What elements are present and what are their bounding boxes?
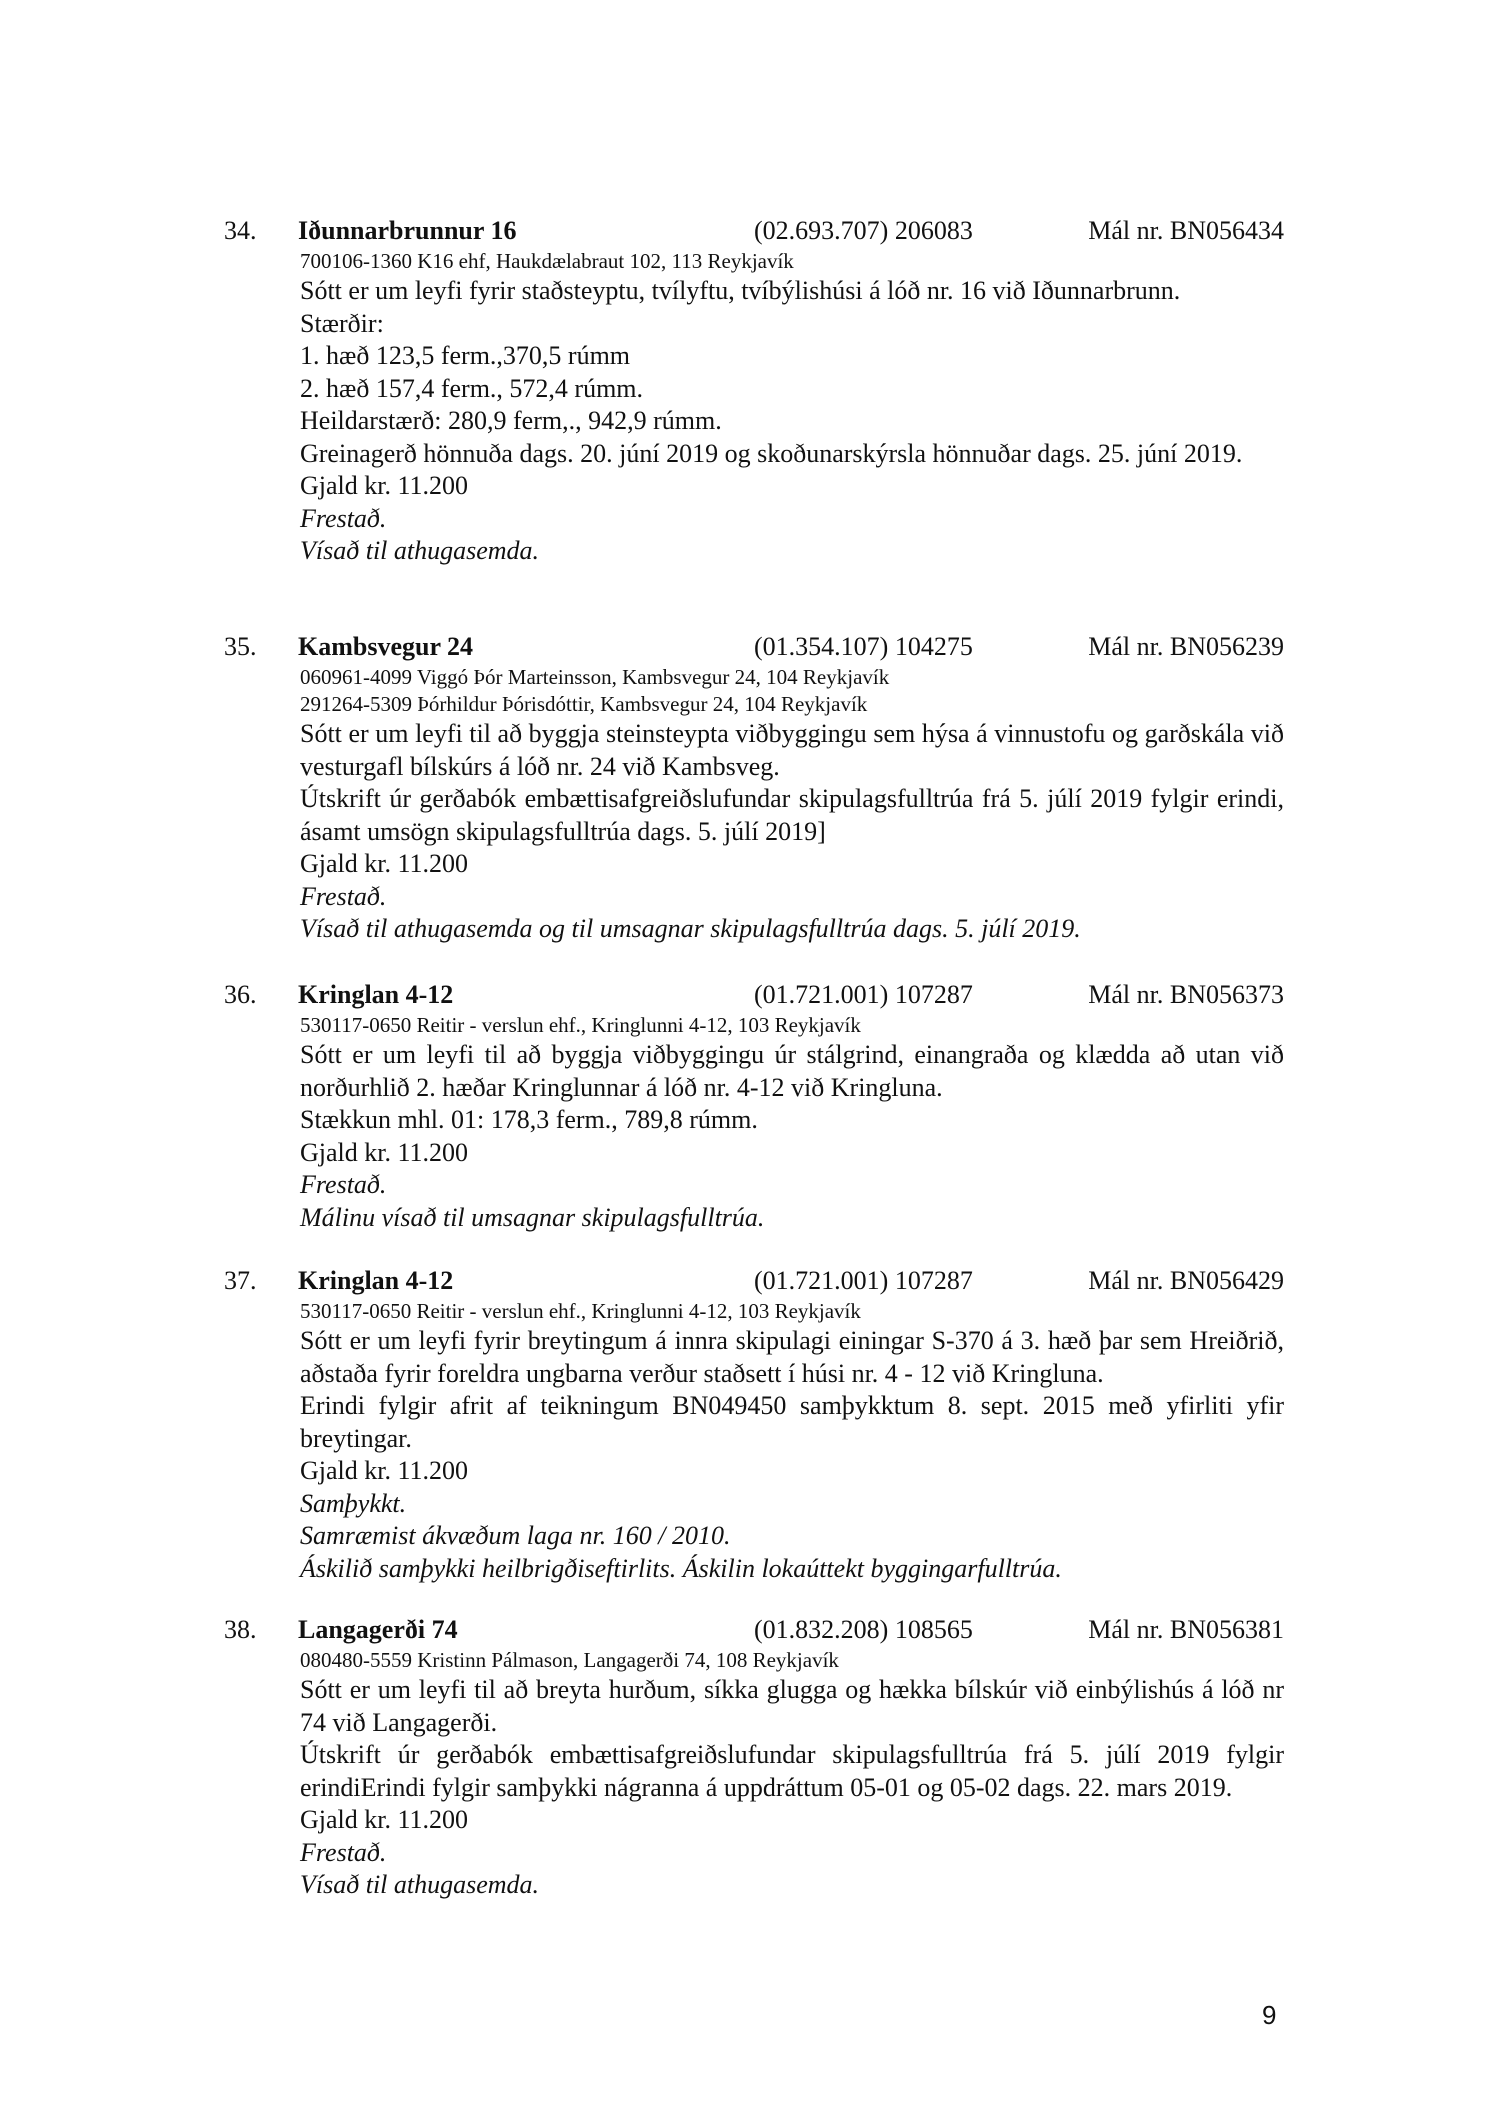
detail-line: Heildarstærð: 280,9 ferm,., 942,9 rúmm.: [300, 406, 722, 435]
case-note: Greinagerð hönnuða dags. 20. júní 2019 og skoðunarskýrsla hönnuðar dags. 25. júní 2019.: [300, 438, 1243, 468]
decision: Frestað.: [300, 881, 387, 911]
case-header: [224, 630, 1284, 664]
case-reference: Mál nr. BN056239: [1088, 632, 1284, 661]
case-description: Sótt er um leyfi til að byggja viðbyggingu úr stálgrind, einangraða og klædda að utan við norðurhlið 2. hæðar Kringlunnar á lóð nr. 4-12 við Kringluna.: [300, 1040, 1284, 1102]
case-description: Sótt er um leyfi fyrir breytingum á innra skipulagi einingar S-370 á 3. hæð þar sem Hreiðrið, aðstaða fyrir foreldra ungbarna verður staðsett í húsi nr. 4 - 12 við Kringluna.: [300, 1326, 1284, 1388]
case-reference: Mál nr. BN056429: [1088, 1266, 1284, 1295]
land-id: (01.354.107) 104275: [754, 632, 973, 661]
land-id: (02.693.707) 206083: [754, 216, 973, 245]
decision: Samræmist ákvæðum laga nr. 160 / 2010.: [300, 1521, 731, 1550]
fee: Gjald kr. 11.200: [300, 1456, 469, 1485]
decision: Vísað til athugasemda og til umsagnar skipulagsfulltrúa dags. 5. júlí 2019.: [300, 914, 1081, 943]
page-number: 9: [1262, 2000, 1277, 2030]
decision: Málinu vísað til umsagnar skipulagsfulltrúa.: [300, 1202, 765, 1232]
case-reference: Mál nr. BN056373: [1088, 980, 1284, 1009]
decision: Vísað til athugasemda.: [300, 1870, 540, 1899]
case-number: 36.: [224, 980, 257, 1009]
case-address: Kambsvegur 24: [298, 632, 474, 661]
case-header: [224, 214, 1284, 248]
case-reference: Mál nr. BN056381: [1088, 1615, 1284, 1644]
case-entry: [224, 1264, 1284, 1585]
applicant: 700106-1360 K16 ehf, Haukdælabraut 102, 113 Reykjavík: [300, 249, 794, 273]
case-entry: [224, 978, 1284, 1234]
land-id: (01.721.001) 107287: [754, 980, 973, 1009]
applicant: 080480-5559 Kristinn Pálmason, Langagerði 74, 108 Reykjavík: [300, 1648, 839, 1672]
fee: Gjald kr. 11.200: [300, 471, 469, 500]
case-body: [300, 664, 1284, 946]
case-header: [224, 978, 1284, 1012]
case-number: 35.: [224, 632, 257, 661]
case-entry: [224, 630, 1284, 946]
fee: Gjald kr. 11.200: [300, 849, 469, 878]
land-id: (01.832.208) 108565: [754, 1615, 973, 1644]
case-body: [300, 1298, 1284, 1585]
decision: Vísað til athugasemda.: [300, 536, 540, 565]
case-description: Sótt er um leyfi til að byggja steinsteypta viðbyggingu sem hýsa á vinnustofu og garðskála við vesturgafl bílskúrs á lóð nr. 24 við Kambsveg.: [300, 719, 1284, 781]
detail-line: 1. hæð 123,5 ferm.,370,5 rúmm: [300, 341, 631, 370]
case-body: [300, 248, 1284, 568]
decision: Áskilið samþykki heilbrigðiseftirlits. Áskilin lokaúttekt byggingarfulltrúa.: [300, 1553, 1062, 1583]
case-number: 38.: [224, 1615, 257, 1644]
fee: Gjald kr. 11.200: [300, 1805, 469, 1834]
case-note: Erindi fylgir afrit af teikningum BN049450 samþykktum 8. sept. 2015 með yfirliti yfir breytingar.: [300, 1391, 1284, 1453]
case-address: Langagerði 74: [298, 1615, 458, 1644]
detail-line: Stærðir:: [300, 308, 384, 338]
case-body: [300, 1647, 1284, 1902]
decision: Samþykkt.: [300, 1488, 407, 1518]
applicant: 291264-5309 Þórhildur Þórisdóttir, Kambsvegur 24, 104 Reykjavík: [300, 692, 868, 716]
case-entry: [224, 214, 1284, 568]
decision: Frestað.: [300, 1837, 387, 1867]
case-description: Sótt er um leyfi fyrir staðsteyptu, tvílyftu, tvíbýlishúsi á lóð nr. 16 við Iðunnarbrunn.: [300, 276, 1181, 305]
case-note: Útskrift úr gerðabók embættisafgreiðslufundar skipulagsfulltrúa frá 5. júlí 2019 fylgir erindiErindi fylgir samþykki nágranna á uppdráttum 05-01 og 05-02 dags. 22. mars 2019.: [300, 1740, 1284, 1802]
applicant: 060961-4099 Viggó Þór Marteinsson, Kambsvegur 24, 104 Reykjavík: [300, 665, 890, 689]
case-address: Iðunnarbrunnur 16: [298, 216, 517, 245]
case-header: [224, 1613, 1284, 1647]
applicant: 530117-0650 Reitir - verslun ehf., Kringlunni 4-12, 103 Reykjavík: [300, 1013, 861, 1037]
applicant: 530117-0650 Reitir - verslun ehf., Kringlunni 4-12, 103 Reykjavík: [300, 1299, 861, 1323]
case-note: Útskrift úr gerðabók embættisafgreiðslufundar skipulagsfulltrúa frá 5. júlí 2019 fylgir erindi, ásamt umsögn skipulagsfulltrúa dags. 5. júlí 2019]: [300, 784, 1284, 846]
case-description: Sótt er um leyfi til að breyta hurðum, síkka glugga og hækka bílskúr við einbýlishús á lóð nr 74 við Langagerði.: [300, 1675, 1284, 1737]
case-entry: [224, 1613, 1284, 1902]
case-reference: Mál nr. BN056434: [1088, 216, 1284, 245]
case-address: Kringlan 4-12: [298, 980, 454, 1009]
case-number: 37.: [224, 1266, 257, 1295]
detail-line: 2. hæð 157,4 ferm., 572,4 rúmm.: [300, 373, 644, 403]
land-id: (01.721.001) 107287: [754, 1266, 973, 1295]
detail-line: Stækkun mhl. 01: 178,3 ferm., 789,8 rúmm.: [300, 1105, 758, 1134]
decision: Frestað.: [300, 503, 387, 533]
case-address: Kringlan 4-12: [298, 1266, 454, 1295]
case-header: [224, 1264, 1284, 1298]
case-body: [300, 1012, 1284, 1234]
fee: Gjald kr. 11.200: [300, 1137, 469, 1167]
decision: Frestað.: [300, 1170, 387, 1199]
case-number: 34.: [224, 216, 257, 245]
